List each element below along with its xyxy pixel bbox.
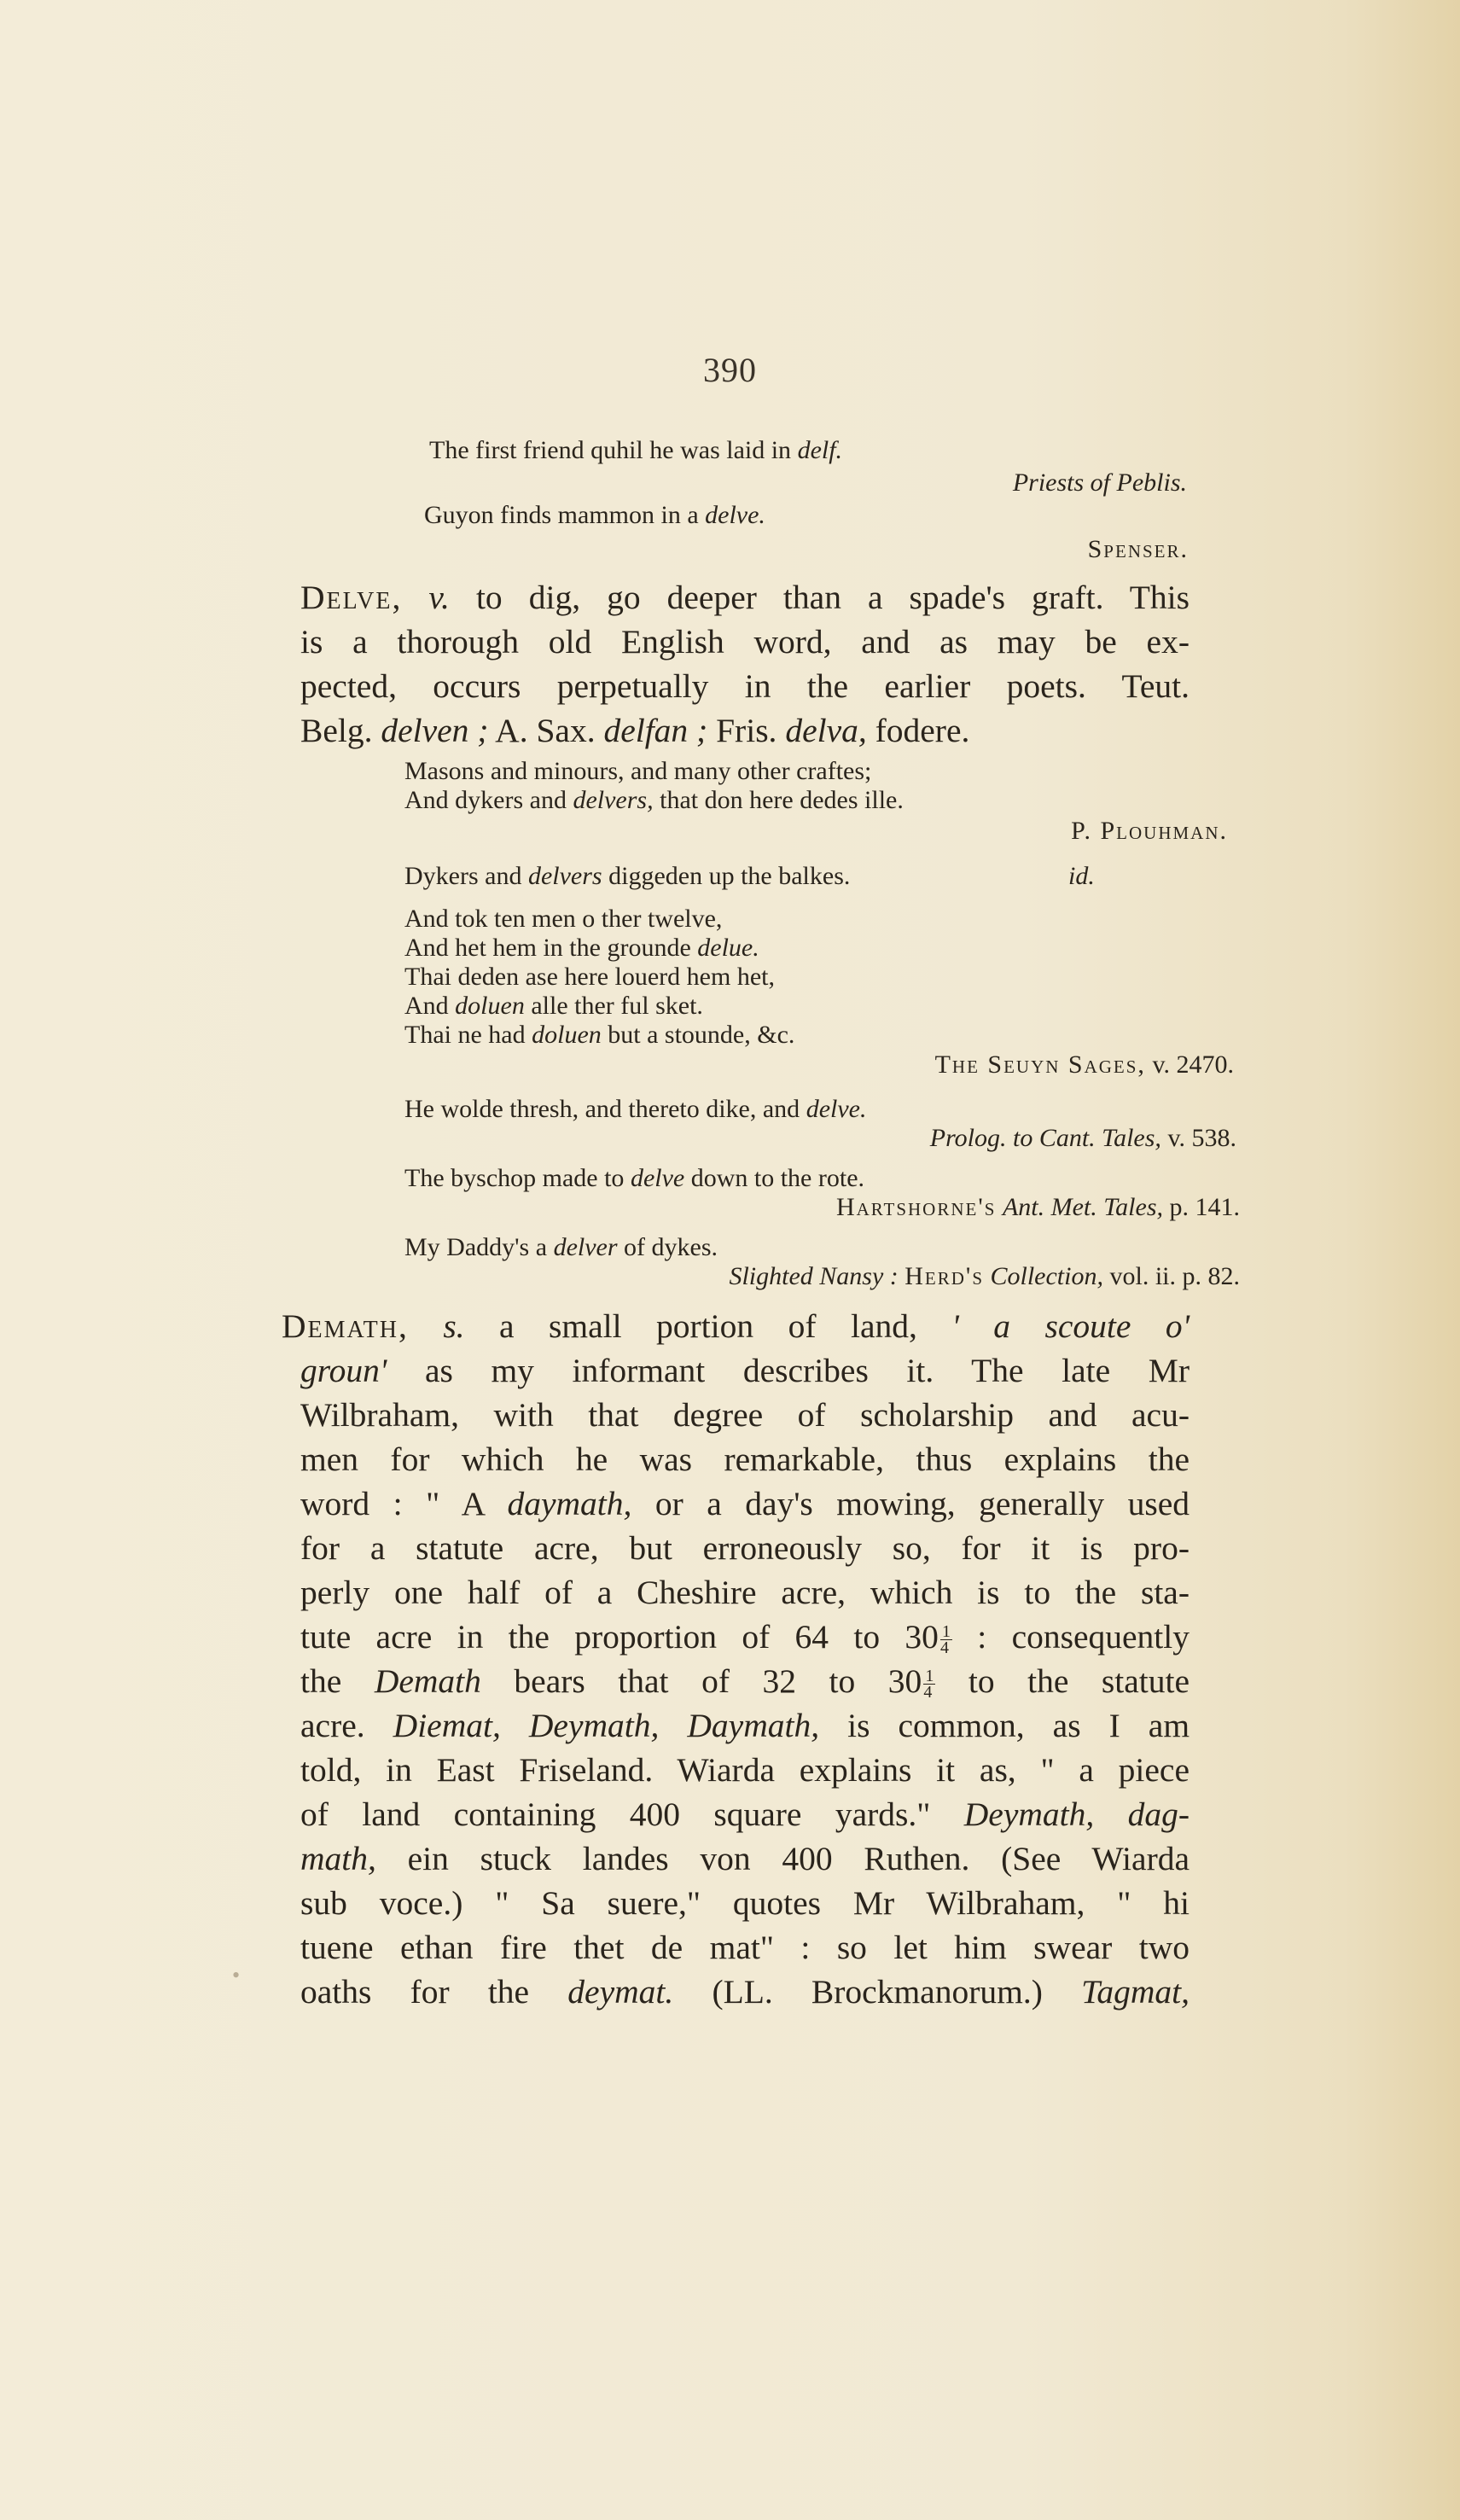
fraction-denominator: 4 [923, 1683, 933, 1702]
source-italic: Slighted Nansy : [729, 1262, 899, 1290]
quote-text: diggeden up the balkes. [608, 862, 851, 890]
part-of-speech: s. [443, 1307, 465, 1345]
quote-italic: doluen [532, 1021, 602, 1049]
quote-source [1068, 862, 1095, 891]
quote-line [404, 992, 703, 1021]
entry-text: is a thorough old English word, and as may be ex- [300, 623, 1190, 661]
entry-italic: Tagmat, [1081, 1973, 1190, 2011]
entry-italic: Deymath, dag- [963, 1795, 1190, 1833]
entry-text: to dig, go deeper than a spade's graft. This [475, 579, 1190, 616]
quote-text: Dykers and [404, 862, 522, 890]
entry-text: told, in East Friseland. Wiarda explains it as, " a piece [300, 1751, 1190, 1789]
quote-italic: delvers [527, 862, 602, 890]
source-text: vol. ii. p. 82. [1109, 1262, 1240, 1290]
entry-text: oaths for the [300, 1973, 530, 2011]
quote-text: Guyon finds mammon in a [424, 501, 699, 529]
source-smallcaps: Hartshorne's [835, 1193, 997, 1221]
entry-italic: Demath [374, 1662, 481, 1700]
quote-text: My Daddy's a [404, 1233, 548, 1261]
entry-italic: deymat. [567, 1973, 674, 2011]
entry-italic: Diemat, [393, 1707, 501, 1744]
source-text: v. 538. [1167, 1124, 1236, 1152]
quote-mammon [424, 501, 765, 530]
fraction [923, 1668, 935, 1700]
quote-source [930, 1124, 1236, 1153]
quote-text: down to the rote. [690, 1164, 865, 1192]
entry-text: (LL. Brockmanorum.) [712, 1973, 1043, 2011]
entry-text: acre. [300, 1707, 365, 1744]
quote-text: He wolde thresh, and thereto dike, and [404, 1095, 800, 1123]
entry-italic: Deymath, [528, 1707, 660, 1744]
entry-text: or a day's mowing, generally used [654, 1485, 1190, 1522]
quote-line [404, 1233, 718, 1262]
quote-text: And [404, 992, 449, 1020]
entry-italic: ' a scoute o' [951, 1307, 1190, 1345]
entry-text: perly one half of a Cheshire acre, which is to the sta- [300, 1574, 1190, 1611]
entry-text: Fris. [716, 712, 777, 749]
entry-delve [300, 575, 1190, 753]
quote-text: that don here dedes ille. [660, 786, 904, 814]
page-number: 390 [703, 351, 757, 389]
quote-italic: doluen [455, 992, 525, 1020]
headword: Delve, [300, 579, 403, 616]
quote-text: And dykers and [404, 786, 567, 814]
entry-text: bears that of 32 to 30 [514, 1662, 922, 1700]
entry-text: to the statute [968, 1662, 1190, 1700]
quote-line [404, 862, 850, 891]
source-smallcaps: The Seuyn Sages, [934, 1050, 1146, 1079]
entry-text: : consequently [977, 1618, 1190, 1656]
part-of-speech: v. [428, 579, 450, 616]
quote-line: Thai deden ase here louerd hem het, [404, 963, 775, 991]
quote-line: And tok ten men o ther twelve, [404, 905, 723, 933]
entry-text: the [300, 1662, 342, 1700]
quote-line: Masons and minours, and many other craftes; [404, 757, 872, 785]
quote-source [729, 1262, 1240, 1291]
entry-text: ein stuck landes von 400 Ruthen. (See Wiarda [407, 1840, 1190, 1877]
quote-text: of dykes. [624, 1233, 718, 1261]
quote-italic: delf. [797, 436, 843, 464]
source-italic: id. [1068, 862, 1095, 890]
quote-italic: delvers, [573, 786, 654, 814]
margin-dot: • [232, 1963, 241, 1987]
entry-text: a small portion of land, [499, 1307, 917, 1345]
entry-demath [282, 1304, 1190, 2014]
source-italic: Prolog. to Cant. Tales, [929, 1124, 1161, 1152]
source-italic: Ant. Met. Tales, [1002, 1193, 1163, 1221]
quote-source [935, 1050, 1234, 1080]
entry-text: men for which he was remarkable, thus explains the [300, 1440, 1190, 1478]
fraction-numerator: 1 [925, 1667, 934, 1686]
source-italic: Collection, [990, 1262, 1103, 1290]
quote-line [404, 1021, 794, 1050]
quote-italic: delver [553, 1233, 618, 1261]
quote-text: Thai ne had [404, 1021, 526, 1049]
entry-text: pected, occurs perpetually in the earlier poets. Teut. [300, 667, 1190, 705]
quote-line [404, 1095, 866, 1124]
quote-text: alle ther ful sket. [531, 992, 703, 1020]
quote-italic: delve [630, 1164, 685, 1192]
quote-source: Spenser. [1087, 535, 1189, 563]
quote-text: The first friend quhil he was laid in [429, 436, 792, 464]
entry-text: is common, as I am [847, 1707, 1190, 1744]
entry-text: for a statute acre, but erroneously so, for it is pro- [300, 1529, 1190, 1567]
quote-line [404, 786, 904, 815]
quote-text: And het hem in the grounde [404, 934, 691, 962]
quote-delf [429, 436, 842, 465]
quote-text: but a stounde, &c. [608, 1021, 795, 1049]
quote-line [404, 934, 759, 963]
quote-italic: delue. [697, 934, 759, 962]
entry-text: tuene ethan fire thet de mat" : so let him swear two [300, 1929, 1190, 1966]
entry-text: tute acre in the proportion of 64 to 30 [300, 1618, 939, 1656]
entry-text: as my informant describes it. The late Mr [424, 1352, 1190, 1389]
quote-source [836, 1193, 1240, 1222]
quote-italic: delve. [806, 1095, 867, 1123]
entry-text: sub voce.) " Sa suere," quotes Mr Wilbraham, " hi [300, 1884, 1190, 1922]
entry-italic: groun' [300, 1352, 387, 1389]
source-italic: Priests of Peblis. [1012, 468, 1187, 497]
entry-italic: delva, [785, 712, 867, 749]
quote-source [1013, 468, 1187, 498]
quote-text: The byschop made to [404, 1164, 625, 1192]
entry-italic: daymath, [507, 1485, 632, 1522]
entry-text: Wilbraham, with that degree of scholarship and acu- [300, 1396, 1190, 1434]
entry-text: A. Sax. [495, 712, 596, 749]
entry-text: fodere. [875, 712, 970, 749]
headword: Demath, [282, 1307, 409, 1345]
entry-text: word : " A [300, 1485, 484, 1522]
fraction [940, 1624, 952, 1656]
source-text: v. 2470. [1152, 1050, 1234, 1079]
entry-italic: delven ; [381, 712, 489, 749]
fraction-denominator: 4 [939, 1638, 949, 1658]
entry-text: of land containing 400 square yards." [300, 1795, 931, 1833]
entry-italic: delfan ; [603, 712, 708, 749]
fraction-numerator: 1 [941, 1622, 951, 1642]
source-text: p. 141. [1169, 1193, 1240, 1221]
entry-italic: Daymath, [687, 1707, 820, 1744]
quote-line [404, 1164, 864, 1193]
entry-italic: math, [300, 1840, 376, 1877]
entry-text: Belg. [300, 712, 373, 749]
quote-source: P. Plouhman. [1071, 817, 1228, 845]
quote-italic: delve. [705, 501, 765, 529]
source-smallcaps: Herd's [905, 1262, 984, 1290]
